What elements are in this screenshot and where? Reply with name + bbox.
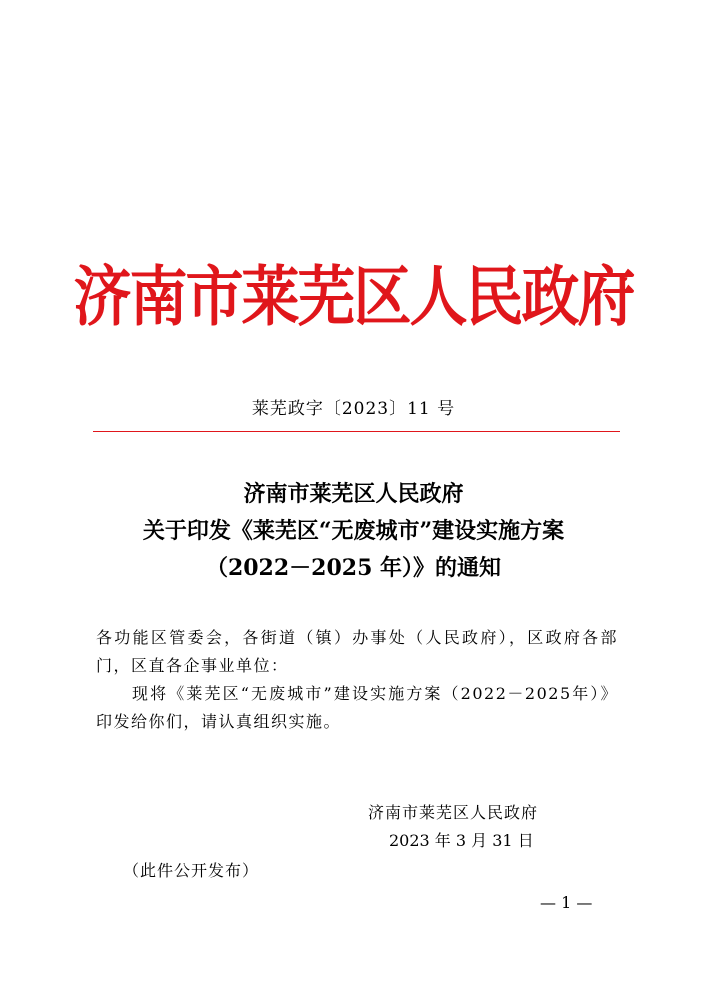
notice-title <box>0 476 707 587</box>
red-divider-line <box>93 431 620 432</box>
notice-title-line-2: 关于印发《莱芜区“无废城市”建设实施方案 <box>142 518 565 544</box>
notice-title-line-3: （2022－2025 年）》的通知 <box>205 555 502 581</box>
signature-organization: 济南市莱芜区人民政府 <box>368 803 539 822</box>
document-number: 莱芜政字〔2023〕11 号 <box>251 399 456 419</box>
page-number: — 1 — <box>540 893 593 912</box>
signature-date: 2023 年 3 月 31 日 <box>389 831 534 850</box>
public-release-note: （此件公开发布） <box>123 861 260 880</box>
notice-title-line-1: 济南市莱芜区人民政府 <box>243 481 464 507</box>
body-paragraph: 现将《莱芜区“无废城市”建设实施方案（2022－2025年）》印发给你们，请认真组织实施。 <box>96 684 618 731</box>
salutation: 各功能区管委会，各街道（镇）办事处（人民政府），区政府各部门，区直各企事业单位： <box>96 628 618 675</box>
masthead-title: 济南市莱芜区人民政府 <box>73 258 634 335</box>
notice-body <box>96 624 618 736</box>
